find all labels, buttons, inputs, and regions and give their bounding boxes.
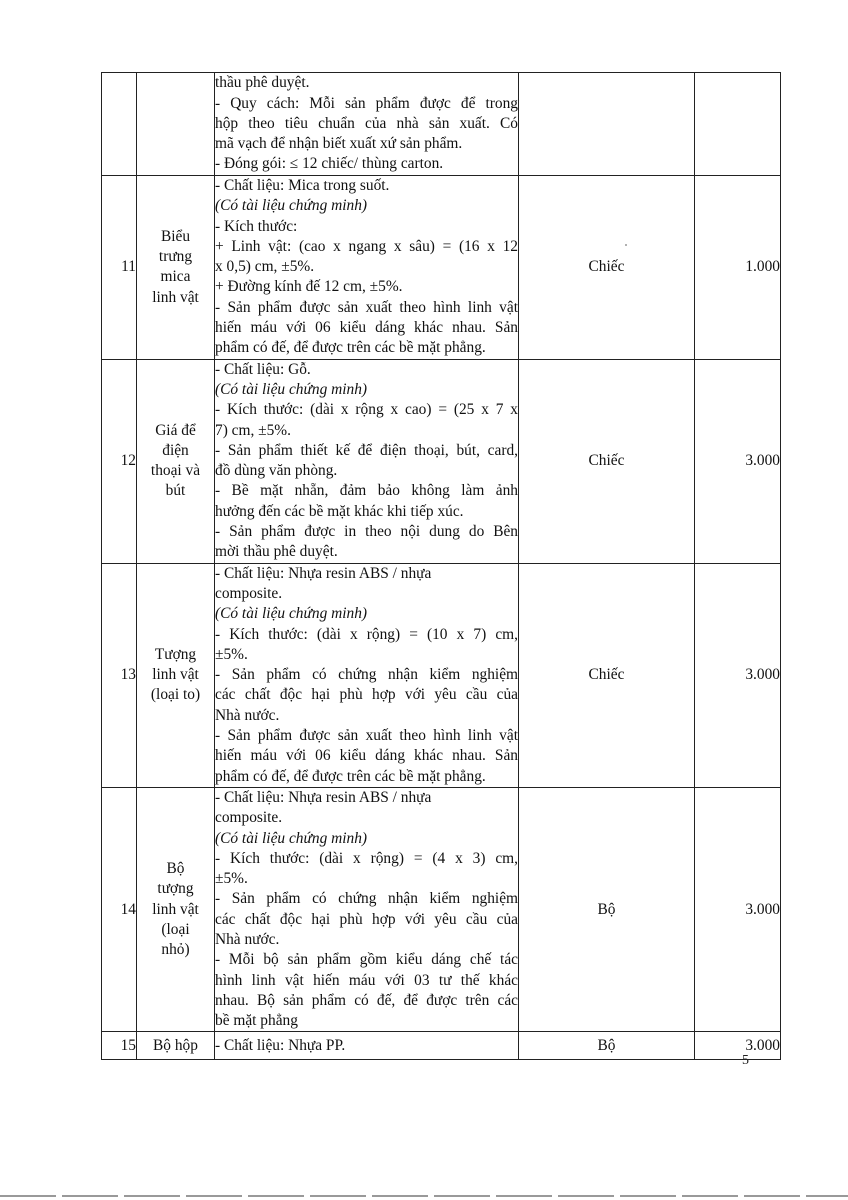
desc-line: ±5%. (215, 870, 248, 888)
scan-footer-rule (0, 1195, 848, 1197)
cell-no: 13 (102, 563, 137, 787)
desc-line: - Sản phẩm có chứng nhận kiểm nghiệm (215, 666, 518, 684)
cell-unit: Chiếc (519, 176, 695, 360)
table-row (102, 176, 781, 360)
desc-line: - Sản phẩm có chứng nhận kiểm nghiệm (215, 890, 518, 908)
cell-name (137, 787, 215, 1032)
table-row-continued (102, 73, 781, 176)
desc-line: - Đóng gói: ≤ 12 chiếc/ thùng carton. (215, 155, 444, 173)
desc-line: mời thầu phê duyệt. (215, 543, 338, 561)
item-name-line: linh vật (152, 666, 199, 684)
desc-line: 7) cm, ±5%. (215, 421, 291, 439)
scan-speck (625, 244, 627, 246)
table-row (102, 563, 781, 787)
desc-line: composite. (215, 809, 283, 827)
item-name-line: bút (165, 482, 186, 500)
cell-name (137, 176, 215, 360)
table-row (102, 359, 781, 563)
item-name-line: thoại và (150, 462, 201, 480)
desc-line: - Mỗi bộ sản phẩm gồm kiểu dáng chế tác (215, 951, 518, 969)
desc-line: x 0,5) cm, ±5%. (215, 258, 315, 276)
cell-unit (519, 73, 695, 176)
desc-line: các chất độc hại phù hợp với yêu cầu của (215, 910, 518, 928)
desc-line: phẩm có đế, để được trên các bề mặt phẳng. (215, 767, 486, 785)
desc-line: composite. (215, 584, 283, 602)
item-name-line: nhỏ) (161, 941, 190, 959)
cell-unit: Bộ (519, 787, 695, 1032)
item-name-line: điện (162, 441, 189, 459)
desc-line: hình linh vật hiến máu với 03 tư thế khác (215, 971, 518, 989)
cell-no (102, 73, 137, 176)
desc-line: - Kích thước: (dài x rộng) = (10 x 7) cm, (215, 625, 518, 643)
cell-quantity: 3.000 (695, 563, 781, 787)
item-name-line: Bộ hộp (153, 1036, 198, 1054)
cell-unit: Chiếc (519, 563, 695, 787)
cell-no: 11 (102, 176, 137, 360)
item-name-line: Tượng (154, 645, 197, 663)
item-name-line: (loại to) (150, 686, 201, 704)
evidence-note: (Có tài liệu chứng minh) (215, 605, 368, 623)
desc-line: hưởng đến các bề mặt khác khi tiếp xúc. (215, 502, 464, 520)
desc-line: - Chất liệu: Gỗ. (215, 360, 311, 378)
cell-name (137, 1032, 215, 1060)
item-name-line: Bộ (166, 859, 185, 877)
cell-description (215, 176, 519, 360)
cell-no: 14 (102, 787, 137, 1032)
cell-description (215, 563, 519, 787)
page-number: 5 (742, 1053, 749, 1068)
item-name-line: tượng (157, 880, 194, 898)
item-name-line: linh vật (152, 900, 199, 918)
cell-description (215, 1032, 519, 1060)
desc-line: - Chất liệu: Nhựa resin ABS / nhựa (215, 564, 432, 582)
cell-quantity: 3.000 (695, 1032, 781, 1060)
desc-line: ±5%. (215, 645, 248, 663)
desc-line: Nhà nước. (215, 706, 280, 724)
desc-line: hộp theo tiêu chuẩn của nhà sản xuất. Có (215, 114, 518, 132)
desc-line: - Sản phẩm được sản xuất theo hình linh vật (215, 298, 518, 316)
desc-line: - Chất liệu: Mica trong suốt. (215, 177, 390, 194)
desc-line: + Linh vật: (cao x ngang x sâu) = (16 x 12 (215, 237, 518, 255)
item-name-line: trưng (158, 248, 193, 266)
desc-line: + Đường kính đế 12 cm, ±5%. (215, 278, 403, 296)
item-name-line: (loại (161, 920, 190, 938)
desc-line: - Sản phẩm thiết kế để điện thoại, bút, card, (215, 441, 518, 459)
cell-quantity: 3.000 (695, 359, 781, 563)
evidence-note: (Có tài liệu chứng minh) (215, 380, 368, 398)
table-row (102, 1032, 781, 1060)
desc-line: thầu phê duyệt. (215, 74, 310, 92)
desc-line: các chất độc hại phù hợp với yêu cầu của (215, 686, 518, 704)
desc-line: bề mặt phẳng (215, 1012, 298, 1030)
cell-unit: Chiếc (519, 359, 695, 563)
cell-description (215, 787, 519, 1032)
cell-name (137, 359, 215, 563)
desc-line: Nhà nước. (215, 930, 280, 948)
desc-line: hiến máu với 06 kiểu dáng khác nhau. Sản (215, 319, 518, 337)
evidence-note: (Có tài liệu chứng minh) (215, 197, 368, 215)
cell-name (137, 563, 215, 787)
desc-line: - Kích thước: (dài x rộng) = (4 x 3) cm, (215, 849, 518, 867)
desc-line: mã vạch để nhận biết xuất xứ sản phẩm. (215, 135, 463, 153)
desc-line: - Chất liệu: Nhựa resin ABS / nhựa (215, 788, 432, 806)
item-name-line: Biểu (160, 227, 191, 245)
cell-description (215, 359, 519, 563)
desc-line: - Chất liệu: Nhựa PP. (215, 1036, 346, 1054)
cell-quantity: 3.000 (695, 787, 781, 1032)
table-row (102, 787, 781, 1032)
item-name-line: linh vật (152, 288, 199, 306)
cell-unit: Bộ (519, 1032, 695, 1060)
desc-line: - Quy cách: Mỗi sản phẩm được để trong (215, 94, 518, 112)
evidence-note: (Có tài liệu chứng minh) (215, 829, 368, 847)
desc-line: - Kích thước: (215, 217, 298, 235)
desc-line: - Sản phẩm được sản xuất theo hình linh vật (215, 727, 518, 745)
desc-line: phẩm có đế, để được trên các bề mặt phẳng. (215, 339, 486, 357)
desc-line: - Bề mặt nhẵn, đảm bảo không làm ảnh (215, 482, 518, 500)
spec-table (101, 72, 781, 1060)
desc-line: - Sản phẩm được in theo nội dung do Bên (215, 523, 518, 541)
cell-no: 12 (102, 359, 137, 563)
desc-line: hiến máu với 06 kiểu dáng khác nhau. Sản (215, 747, 518, 765)
cell-quantity: 1.000 (695, 176, 781, 360)
item-name-line: mica (160, 268, 191, 286)
item-name-line: Giá để (155, 421, 196, 439)
cell-quantity (695, 73, 781, 176)
cell-no: 15 (102, 1032, 137, 1060)
cell-description (215, 73, 519, 176)
desc-line: đồ dùng văn phòng. (215, 462, 338, 480)
desc-line: - Kích thước: (dài x rộng x cao) = (25 x 7 x (215, 401, 518, 419)
spec-table-body (102, 73, 781, 1060)
cell-name (137, 73, 215, 176)
desc-line: nhau. Bộ sản phẩm có đế, để được trên các (215, 991, 518, 1009)
